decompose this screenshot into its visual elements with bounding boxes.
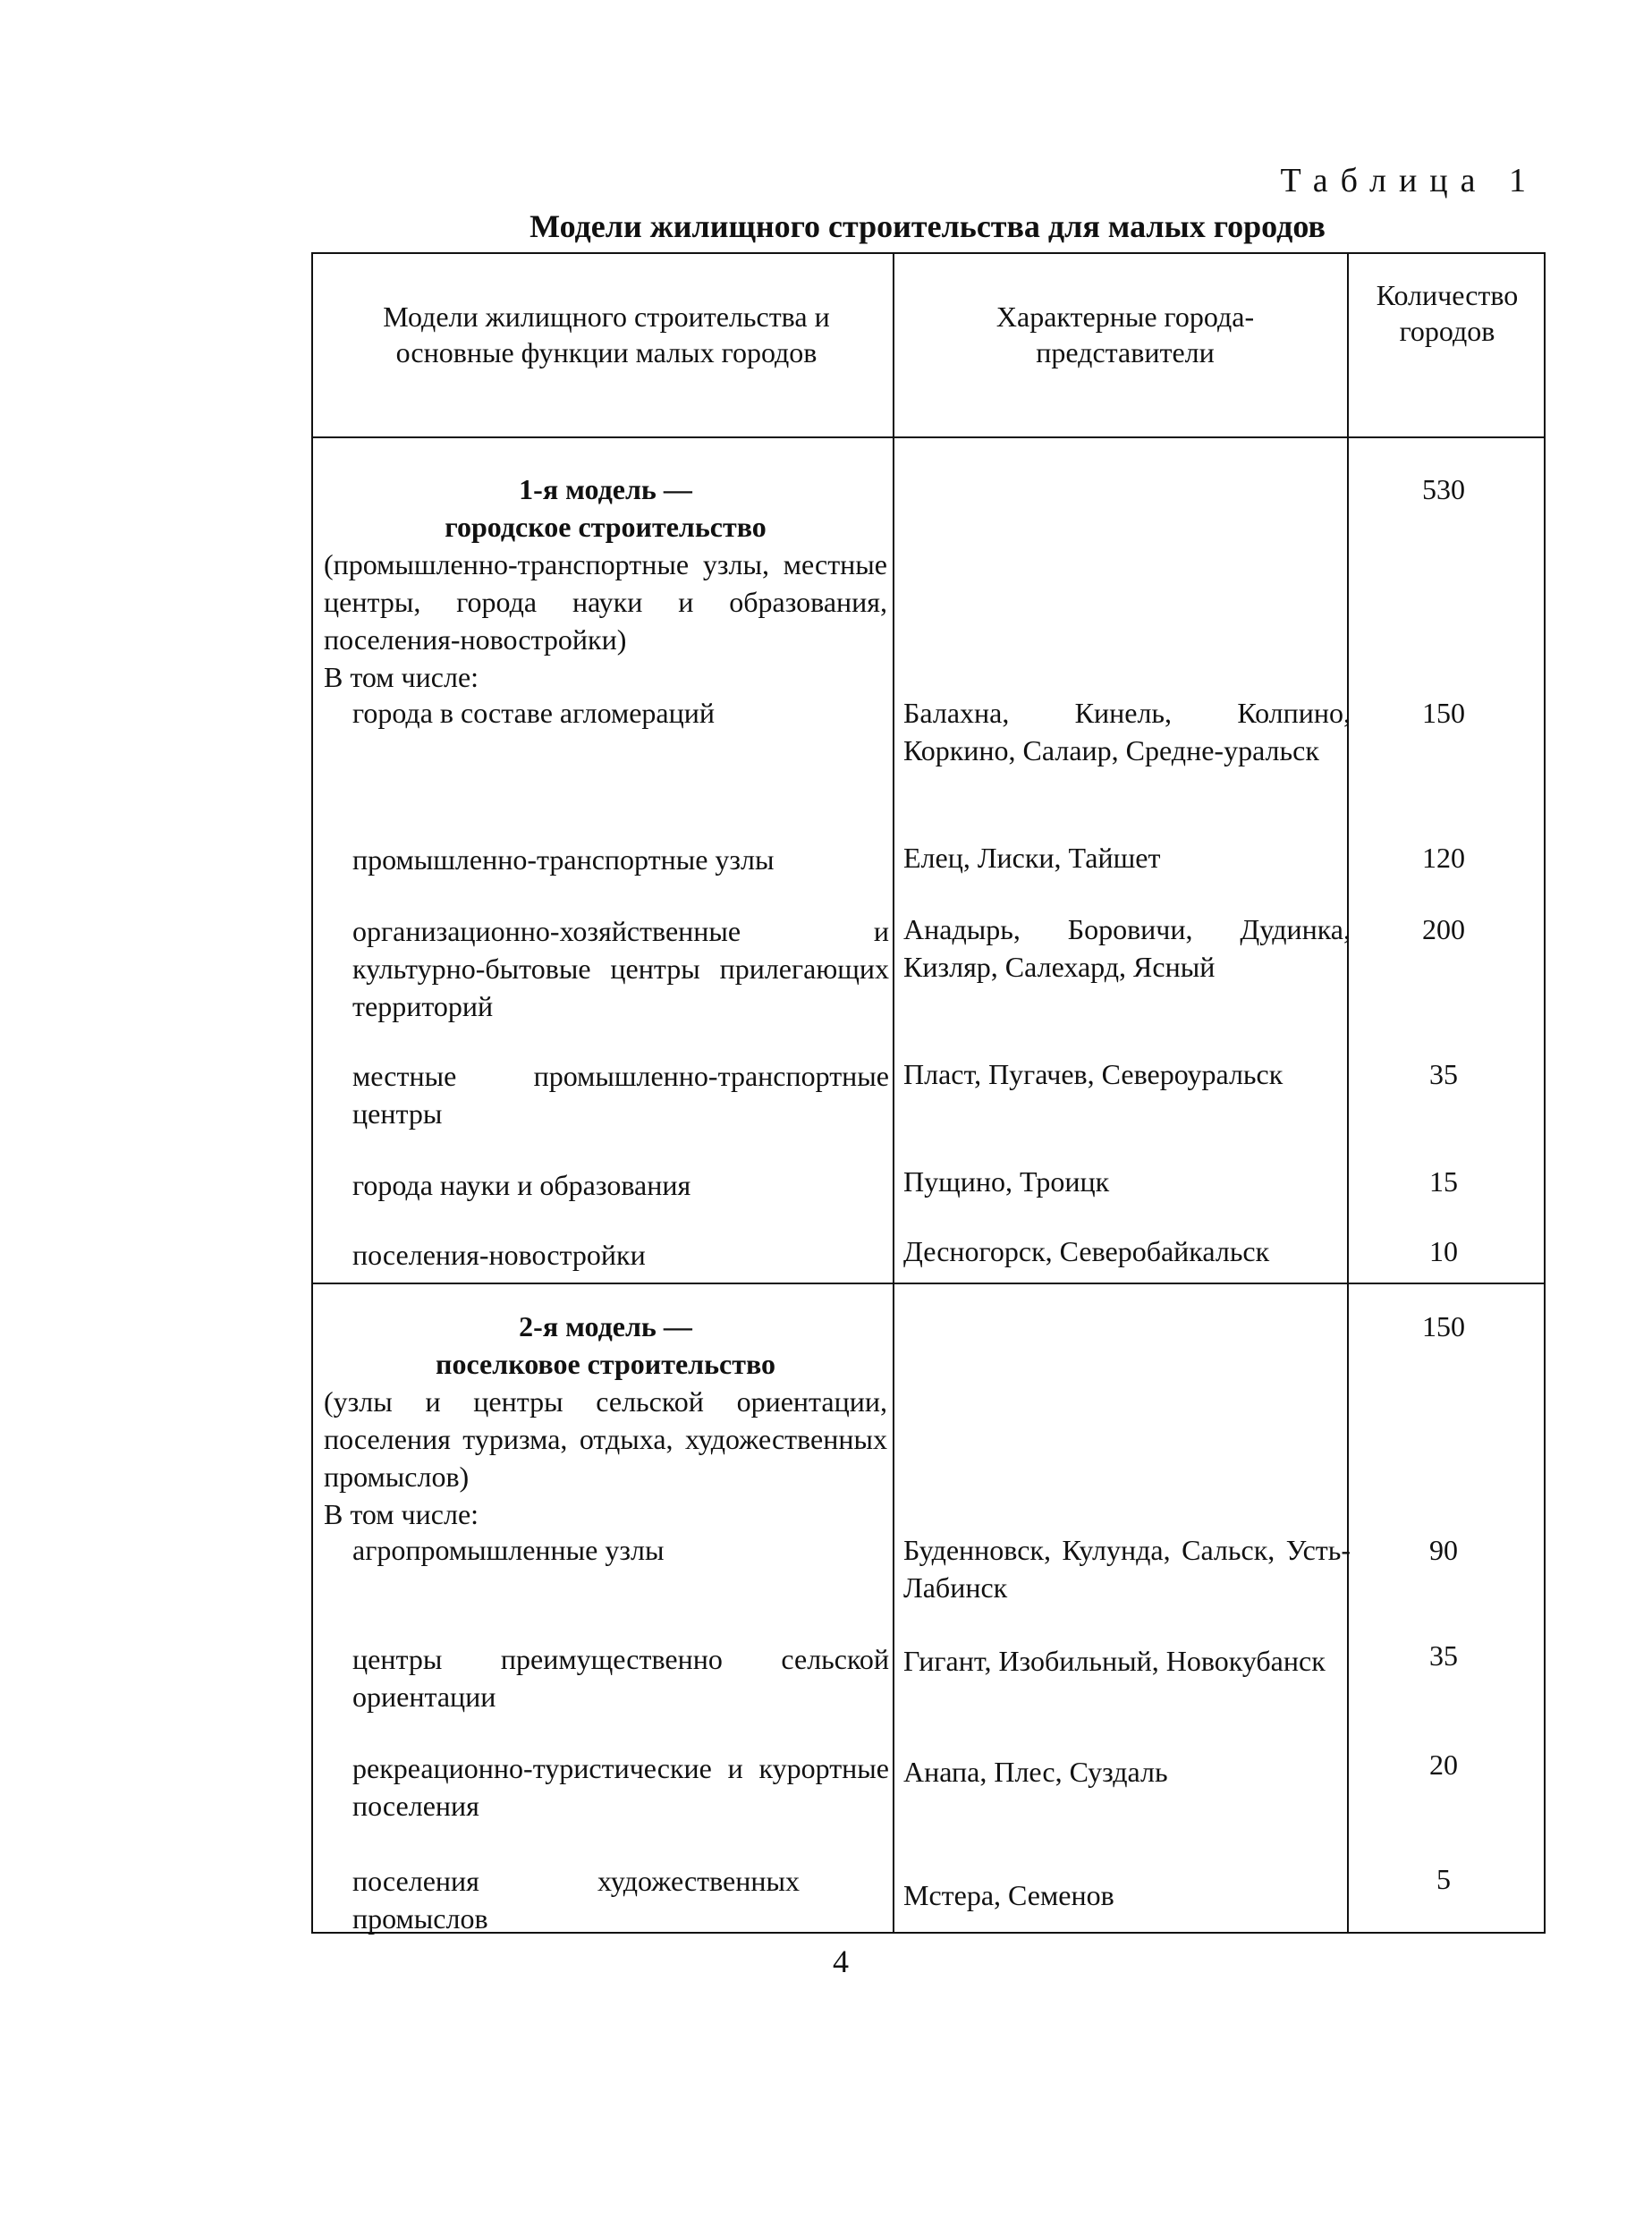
- model2-count: 150: [1422, 1310, 1465, 1342]
- table-label: Таблица 1: [1280, 162, 1538, 199]
- header-cities: Характерные города-представители: [995, 301, 1255, 368]
- header-models: Модели жилищного строительства и основные функции малых городов: [383, 301, 830, 368]
- model1-name: 1-я модель —: [519, 473, 692, 505]
- model1-row4-count: 35: [1429, 1058, 1458, 1090]
- model1-row2-cities: Елец, Лиски, Тайшет: [903, 842, 1161, 874]
- model1-subtitle: городское строительство: [445, 511, 767, 543]
- header-divider: [311, 436, 1546, 438]
- model2-name: 2-я модель —: [519, 1310, 692, 1342]
- model1-row6-cities: Десногорск, Северобайкальск: [903, 1235, 1270, 1267]
- model1-row3-count: 200: [1422, 913, 1465, 945]
- page-number: 4: [833, 1943, 849, 1979]
- model2-including: В том числе:: [324, 1498, 479, 1530]
- model2-row2-count: 35: [1429, 1639, 1458, 1672]
- model1-row1-cities: Балахна, Кинель, Колпино, Коркино, Салаир, Средне-уральск: [903, 697, 1351, 766]
- model1-row2-count: 120: [1422, 842, 1465, 874]
- model1-row4-category: местные промышленно-транспортные центры: [352, 1060, 889, 1130]
- model2-row1-category: агропромышленные узлы: [352, 1534, 665, 1566]
- model1-row5-count: 15: [1429, 1165, 1458, 1198]
- model2-row3-count: 20: [1429, 1749, 1458, 1781]
- model1-row1-category: города в составе агломераций: [352, 697, 715, 729]
- table-title: Модели жилищного строительства для малых городов: [529, 208, 1326, 244]
- column-divider-1: [893, 252, 894, 1934]
- model1-row3-category: организационно-хозяйственные и культурно-бытовые центры прилегающих территорий: [352, 915, 889, 1022]
- model1-count: 530: [1422, 473, 1465, 505]
- model2-row4-count: 5: [1436, 1863, 1451, 1895]
- model1-row1-count: 150: [1422, 697, 1465, 729]
- model2-row4-category: поселения художественных промыслов: [352, 1865, 800, 1935]
- header-count: Количество городов: [1376, 279, 1519, 347]
- model1-row2-category: промышленно-транспортные узлы: [352, 843, 775, 876]
- model1-description: (промышленно-транспортные узлы, местные центры, города науки и образования, поселения-новостройки): [324, 548, 887, 656]
- model1-row3-cities: Анадырь, Боровичи, Дудинка, Кизляр, Салехард, Ясный: [903, 913, 1351, 983]
- table: [311, 252, 1546, 1934]
- model1-row5-cities: Пущино, Троицк: [903, 1165, 1110, 1198]
- table-border-right: [1544, 252, 1546, 1934]
- model2-row2-category: центры преимущественно сельской ориентации: [352, 1643, 889, 1713]
- model2-row1-count: 90: [1429, 1534, 1458, 1566]
- model1-row4-cities: Пласт, Пугачев, Североуральск: [903, 1058, 1283, 1090]
- table-border-left: [311, 252, 313, 1934]
- model2-row3-cities: Анапа, Плес, Суздаль: [903, 1756, 1168, 1788]
- model-divider: [311, 1283, 1546, 1284]
- model2-row4-cities: Мстера, Семенов: [903, 1879, 1114, 1911]
- model1-row6-count: 10: [1429, 1235, 1458, 1267]
- model2-row1-cities: Буденновск, Кулунда, Сальск, Усть-Лабинск: [903, 1534, 1351, 1604]
- model1-including: В том числе:: [324, 661, 479, 693]
- table-border-top: [311, 252, 1546, 254]
- model2-description: (узлы и центры сельской ориентации, поселения туризма, отдыха, художественных промыслов): [324, 1385, 887, 1493]
- model1-row6-category: поселения-новостройки: [352, 1239, 646, 1271]
- column-divider-2: [1347, 252, 1349, 1934]
- model2-subtitle: поселковое строительство: [436, 1348, 775, 1380]
- model1-row5-category: города науки и образования: [352, 1169, 691, 1201]
- model2-row2-cities: Гигант, Изобильный, Новокубанск: [903, 1645, 1326, 1677]
- model2-row3-category: рекреационно-туристические и курортные поселения: [352, 1752, 889, 1822]
